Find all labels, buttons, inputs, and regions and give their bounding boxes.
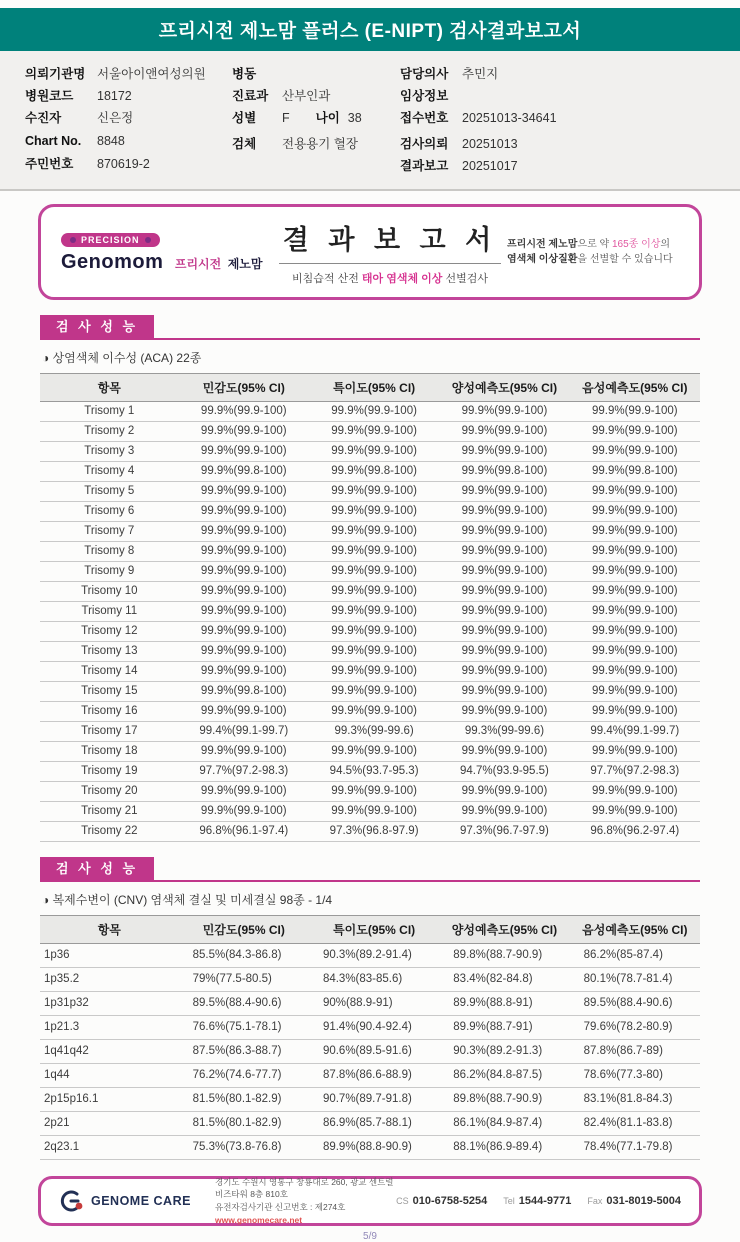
table-cell: 79%(77.5-80.5) — [179, 968, 309, 992]
banner-note — [507, 237, 679, 268]
table-cell: Trisomy 17 — [40, 722, 179, 742]
report-subtitle — [273, 270, 507, 286]
table-cell: 1p31p32 — [40, 992, 179, 1016]
aca-performance-table — [40, 373, 700, 842]
table-cell: 85.5%(84.3-86.8) — [179, 944, 309, 968]
table-cell: Trisomy 9 — [40, 562, 179, 582]
table-cell: 99.9%(99.9-100) — [179, 502, 309, 522]
table-cell: 99.9%(99.9-100) — [570, 682, 700, 702]
field-value: 8848 — [97, 134, 125, 148]
table-cell: 82.4%(81.1-83.8) — [570, 1112, 700, 1136]
table-cell: 96.8%(96.1-97.4) — [179, 822, 309, 842]
genome-care-logo-text: GENOME CARE — [91, 1194, 191, 1208]
table-row — [40, 944, 700, 968]
column-header: 특이도(95% CI) — [309, 374, 439, 402]
table-cell: 99.9%(99.9-100) — [570, 742, 700, 762]
table-row — [40, 1088, 700, 1112]
table-cell: 99.4%(99.1-99.7) — [179, 722, 309, 742]
field-value: F — [282, 111, 290, 125]
table-cell: 99.9%(99.9-100) — [570, 642, 700, 662]
info-row — [400, 108, 740, 126]
field-value: 신은정 — [97, 111, 134, 125]
table-cell: 97.7%(97.2-98.3) — [570, 762, 700, 782]
table-cell: 75.3%(73.8-76.8) — [179, 1136, 309, 1160]
table-cell: 99.9%(99.9-100) — [309, 622, 439, 642]
table-cell: Trisomy 3 — [40, 442, 179, 462]
table-cell: 99.9%(99.9-100) — [309, 522, 439, 542]
table-cell: 99.9%(99.9-100) — [179, 582, 309, 602]
table-cell: Trisomy 12 — [40, 622, 179, 642]
table-cell: 99.9%(99.8-100) — [570, 462, 700, 482]
table-cell: 99.9%(99.9-100) — [309, 682, 439, 702]
table-cell: 90.3%(89.2-91.4) — [309, 944, 439, 968]
table-cell: 99.9%(99.9-100) — [179, 522, 309, 542]
table-cell: 99.9%(99.9-100) — [179, 642, 309, 662]
table-cell: Trisomy 19 — [40, 762, 179, 782]
table-cell: 89.8%(88.7-90.9) — [439, 944, 569, 968]
table-cell: 78.4%(77.1-79.8) — [570, 1136, 700, 1160]
table-row — [40, 462, 700, 482]
field-label: 나이 — [315, 111, 340, 125]
table-cell: 99.9%(99.9-100) — [179, 802, 309, 822]
brand-name: Genomom — [61, 251, 164, 273]
table-cell: 1p36 — [40, 944, 179, 968]
table-row — [40, 662, 700, 682]
table-cell: 97.3%(96.8-97.9) — [309, 822, 439, 842]
table-row — [40, 1016, 700, 1040]
table-cell: 99.9%(99.9-100) — [309, 582, 439, 602]
table-cell: 99.9%(99.9-100) — [309, 662, 439, 682]
table-cell: 87.8%(86.6-88.9) — [309, 1064, 439, 1088]
table-cell: 81.5%(80.1-82.9) — [179, 1088, 309, 1112]
table-cell: Trisomy 22 — [40, 822, 179, 842]
precision-badge-label: PRECISION — [81, 235, 140, 245]
section-test-performance-cnv — [40, 857, 700, 1160]
table-cell: 99.9%(99.9-100) — [309, 742, 439, 762]
result-report-banner — [38, 204, 702, 300]
precision-badge — [61, 233, 160, 247]
field-label: 수진자 — [25, 111, 62, 125]
table-cell: 86.2%(85-87.4) — [570, 944, 700, 968]
table-cell: Trisomy 20 — [40, 782, 179, 802]
table-cell: 99.9%(99.9-100) — [439, 542, 569, 562]
table-cell: 99.9%(99.9-100) — [570, 522, 700, 542]
table-cell: Trisomy 21 — [40, 802, 179, 822]
info-row — [25, 154, 232, 172]
table-cell: 99.9%(99.9-100) — [179, 562, 309, 582]
table-cell: 99.9%(99.9-100) — [179, 482, 309, 502]
table-cell: 99.9%(99.9-100) — [570, 702, 700, 722]
field-value: 서울아이앤여성의원 — [97, 67, 206, 81]
website-link[interactable]: www.genomecare.net — [215, 1214, 303, 1225]
field-label: 병원코드 — [25, 89, 74, 103]
table-cell: Trisomy 2 — [40, 422, 179, 442]
field-value: 870619-2 — [97, 157, 150, 171]
info-row — [400, 64, 740, 82]
table-cell: Trisomy 11 — [40, 602, 179, 622]
info-row — [232, 64, 400, 82]
table-row — [40, 542, 700, 562]
info-row — [25, 108, 232, 126]
table-cell: 99.9%(99.9-100) — [179, 442, 309, 462]
column-header: 특이도(95% CI) — [309, 916, 439, 944]
field-value: 추민지 — [462, 67, 499, 81]
fax-value: 031-8019-5004 — [606, 1195, 681, 1207]
table-cell: 99.9%(99.9-100) — [570, 482, 700, 502]
table-row — [40, 422, 700, 442]
table-cell: 99.9%(99.9-100) — [570, 542, 700, 562]
note-bold: 프리시전 제노맘 — [507, 238, 578, 250]
table-cell: Trisomy 14 — [40, 662, 179, 682]
note-highlight: 165종 이상 — [611, 238, 661, 250]
table-cell: 99.9%(99.9-100) — [309, 542, 439, 562]
table-cell: 99.9%(99.9-100) — [439, 442, 569, 462]
brand-line — [61, 251, 273, 274]
table-cell: 99.9%(99.9-100) — [179, 622, 309, 642]
table-cell: 99.9%(99.9-100) — [570, 402, 700, 422]
column-header: 양성예측도(95% CI) — [439, 916, 569, 944]
report-main-title: 결 과 보 고 서 — [279, 218, 501, 264]
table-cell: 99.9%(99.8-100) — [179, 462, 309, 482]
section-test-performance-aca — [40, 315, 700, 842]
page-number: 5/9 — [363, 1231, 377, 1242]
brand-sub-pink: 프리시전 — [174, 257, 222, 271]
table-cell: 99.9%(99.9-100) — [570, 622, 700, 642]
field-value: 18172 — [97, 89, 132, 103]
field-value: 38 — [347, 111, 362, 125]
table-cell: 99.9%(99.9-100) — [570, 782, 700, 802]
table-cell: 99.3%(99-99.6) — [309, 722, 439, 742]
table-cell: 99.9%(99.9-100) — [439, 602, 569, 622]
table-cell: 99.9%(99.9-100) — [309, 782, 439, 802]
table-cell: Trisomy 8 — [40, 542, 179, 562]
table-cell: Trisomy 1 — [40, 402, 179, 422]
field-label: 검체 — [232, 137, 257, 151]
patient-info-panel — [0, 51, 740, 191]
table-row — [40, 442, 700, 462]
table-cell: 2q23.1 — [40, 1136, 179, 1160]
table-cell: 99.9%(99.9-100) — [439, 642, 569, 662]
table-cell: Trisomy 16 — [40, 702, 179, 722]
table-cell: 86.1%(84.9-87.4) — [439, 1112, 569, 1136]
table-cell: 89.5%(88.4-90.6) — [179, 992, 309, 1016]
table-cell: 94.7%(93.9-95.5) — [439, 762, 569, 782]
genomom-logo — [61, 230, 273, 274]
table-cell: 99.9%(99.9-100) — [309, 422, 439, 442]
table-cell: Trisomy 10 — [40, 582, 179, 602]
table-cell: Trisomy 4 — [40, 462, 179, 482]
table-row — [40, 522, 700, 542]
table-row — [40, 822, 700, 842]
table-row — [40, 482, 700, 502]
table-cell: 89.8%(88.7-90.9) — [439, 1088, 569, 1112]
table-row — [40, 642, 700, 662]
table-cell: 99.9%(99.9-100) — [179, 662, 309, 682]
footer-address-line2: 유전자검사기관 신고번호 : 제274호 — [215, 1202, 346, 1212]
table-row — [40, 682, 700, 702]
table-cell: 89.9%(88.7-91) — [439, 1016, 569, 1040]
table-cell: 99.9%(99.9-100) — [439, 802, 569, 822]
table-row — [40, 802, 700, 822]
table-cell: 99.9%(99.9-100) — [570, 802, 700, 822]
table-cell: 99.9%(99.9-100) — [309, 802, 439, 822]
table-header-row — [40, 374, 700, 402]
note-text: 의 — [660, 238, 671, 250]
footer-contacts — [396, 1195, 681, 1207]
table-cell: 90.6%(89.5-91.6) — [309, 1040, 439, 1064]
field-label: 병동 — [232, 67, 257, 81]
table-cell: 99.3%(99-99.6) — [439, 722, 569, 742]
note-bold: 염색체 이상질환 — [507, 254, 578, 265]
field-value: 20251017 — [462, 159, 518, 173]
table-cell: 83.4%(82-84.8) — [439, 968, 569, 992]
patient-info-col2 — [232, 60, 400, 178]
table-cell: 2p15p16.1 — [40, 1088, 179, 1112]
table-cell: 97.3%(96.7-97.9) — [439, 822, 569, 842]
table-cell: 96.8%(96.2-97.4) — [570, 822, 700, 842]
table-cell: 99.9%(99.9-100) — [570, 442, 700, 462]
field-label: 접수번호 — [400, 111, 449, 125]
table-cell: 89.9%(88.8-91) — [439, 992, 569, 1016]
table-cell: 86.9%(85.7-88.1) — [309, 1112, 439, 1136]
genome-care-logo-icon — [57, 1189, 85, 1213]
fax-label: Fax — [587, 1196, 603, 1206]
note-text: 을 선별할 수 있습니다 — [577, 254, 673, 265]
table-cell: 94.5%(93.7-95.3) — [309, 762, 439, 782]
patient-info-col3 — [400, 60, 740, 178]
table-row — [40, 622, 700, 642]
table-row — [40, 402, 700, 422]
table-cell: 99.9%(99.9-100) — [570, 602, 700, 622]
column-header: 항목 — [40, 916, 179, 944]
table-cell: 99.9%(99.9-100) — [309, 702, 439, 722]
info-row — [25, 64, 232, 82]
table-row — [40, 762, 700, 782]
column-header: 음성예측도(95% CI) — [570, 916, 700, 944]
table-cell: 99.9%(99.9-100) — [439, 582, 569, 602]
patient-info-col1 — [0, 60, 232, 178]
subtitle-highlight: 태아 염색체 이상 — [361, 273, 443, 285]
table-cell: 99.9%(99.9-100) — [439, 702, 569, 722]
footer-address — [215, 1176, 396, 1227]
table-cell: 99.9%(99.9-100) — [439, 682, 569, 702]
table-cell: 99.9%(99.9-100) — [309, 562, 439, 582]
field-label: 결과보고 — [400, 159, 449, 173]
info-row — [25, 86, 232, 104]
table-cell: Trisomy 15 — [40, 682, 179, 702]
footer-address-line1: 경기도 수원시 영통구 창룡대로 260, 광교 센트럴비즈타워 8층 810호 — [215, 1176, 394, 1200]
tel-contact — [503, 1195, 571, 1207]
table-cell: 99.9%(99.9-100) — [179, 542, 309, 562]
table-cell: 1q44 — [40, 1064, 179, 1088]
table-cell: Trisomy 5 — [40, 482, 179, 502]
table-cell: 99.9%(99.9-100) — [439, 422, 569, 442]
table-cell: 99.9%(99.9-100) — [439, 522, 569, 542]
table-cell: 99.9%(99.8-100) — [309, 462, 439, 482]
table-cell: 88.1%(86.9-89.4) — [439, 1136, 569, 1160]
column-header: 민감도(95% CI) — [179, 374, 309, 402]
table-cell: 84.3%(83-85.6) — [309, 968, 439, 992]
table-row — [40, 602, 700, 622]
section-header-badge: 검 사 성 능 — [40, 857, 154, 880]
table-cell: 97.7%(97.2-98.3) — [179, 762, 309, 782]
info-row — [232, 108, 400, 126]
cs-contact — [396, 1195, 487, 1207]
table-cell: 1p21.3 — [40, 1016, 179, 1040]
table-cell: 87.5%(86.3-88.7) — [179, 1040, 309, 1064]
subtitle-suffix: 선별검사 — [442, 273, 488, 285]
table-row — [40, 702, 700, 722]
note-text: 으로 약 — [577, 238, 612, 250]
field-label: 검사의뢰 — [400, 137, 449, 151]
table-cell: Trisomy 7 — [40, 522, 179, 542]
table-cell: Trisomy 18 — [40, 742, 179, 762]
field-label: 주민번호 — [25, 157, 74, 171]
field-label: 성별 — [232, 111, 257, 125]
field-label: 임상정보 — [400, 89, 449, 103]
table-cell: 80.1%(78.7-81.4) — [570, 968, 700, 992]
table-row — [40, 968, 700, 992]
table-cell: 99.9%(99.9-100) — [439, 502, 569, 522]
table-cell: 99.9%(99.9-100) — [179, 402, 309, 422]
column-header: 음성예측도(95% CI) — [570, 374, 700, 402]
table-row — [40, 582, 700, 602]
cs-value: 010-6758-5254 — [412, 1195, 488, 1207]
info-row — [232, 134, 400, 152]
section-subtitle: ◑ 복제수변이 (CNV) 염색체 결실 및 미세결실 98종 - 1/4 — [42, 893, 333, 907]
table-cell: 87.8%(86.7-89) — [570, 1040, 700, 1064]
field-label: 담당의사 — [400, 67, 449, 81]
table-cell: 99.9%(99.9-100) — [570, 502, 700, 522]
table-cell: 79.6%(78.2-80.9) — [570, 1016, 700, 1040]
table-row — [40, 1136, 700, 1160]
genome-care-logo — [57, 1189, 215, 1213]
field-value: 20251013-34641 — [462, 111, 557, 125]
cnv-performance-table — [40, 915, 700, 1160]
info-row — [25, 134, 232, 150]
table-cell: 78.6%(77.3-80) — [570, 1064, 700, 1088]
table-cell: 90%(88.9-91) — [309, 992, 439, 1016]
table-cell: 81.5%(80.1-82.9) — [179, 1112, 309, 1136]
table-cell: 91.4%(90.4-92.4) — [309, 1016, 439, 1040]
table-cell: 90.3%(89.2-91.3) — [439, 1040, 569, 1064]
tel-label: Tel — [503, 1196, 515, 1206]
column-header: 양성예측도(95% CI) — [439, 374, 569, 402]
brand-sub-dark: 제노맘 — [227, 257, 263, 271]
table-cell: 99.9%(99.9-100) — [179, 782, 309, 802]
table-row — [40, 502, 700, 522]
table-cell: 99.9%(99.9-100) — [439, 402, 569, 422]
table-row — [40, 782, 700, 802]
section-header-rule — [40, 857, 700, 882]
table-cell: 99.9%(99.9-100) — [179, 602, 309, 622]
table-cell: 90.7%(89.7-91.8) — [309, 1088, 439, 1112]
table-row — [40, 1040, 700, 1064]
table-cell: 99.9%(99.9-100) — [570, 562, 700, 582]
table-cell: 1p35.2 — [40, 968, 179, 992]
table-row — [40, 992, 700, 1016]
table-cell: 99.9%(99.9-100) — [570, 662, 700, 682]
info-row — [400, 156, 740, 174]
table-cell: Trisomy 6 — [40, 502, 179, 522]
table-cell: 99.9%(99.9-100) — [439, 482, 569, 502]
table-cell: 76.6%(75.1-78.1) — [179, 1016, 309, 1040]
table-cell: 99.9%(99.9-100) — [439, 622, 569, 642]
table-row — [40, 742, 700, 762]
table-cell: 99.9%(99.9-100) — [179, 742, 309, 762]
cs-label: CS — [396, 1196, 409, 1206]
page-title: 프리시전 제노맘 플러스 (E-NIPT) 검사결과보고서 — [158, 21, 582, 42]
info-row — [400, 86, 740, 104]
table-cell: 89.5%(88.4-90.6) — [570, 992, 700, 1016]
table-cell: 2p21 — [40, 1112, 179, 1136]
table-cell: 99.9%(99.9-100) — [439, 662, 569, 682]
report-title-bar — [0, 8, 740, 51]
fax-contact — [587, 1195, 681, 1207]
field-label: Chart No. — [25, 134, 82, 148]
table-row — [40, 562, 700, 582]
field-value: 20251013 — [462, 137, 518, 151]
table-row — [40, 1112, 700, 1136]
table-cell: 1q41q42 — [40, 1040, 179, 1064]
table-row — [40, 722, 700, 742]
field-value: 전용용기 혈장 — [282, 137, 358, 151]
subtitle-prefix: 비침습적 산전 — [292, 273, 362, 285]
table-cell: 76.2%(74.6-77.7) — [179, 1064, 309, 1088]
section-header-badge: 검 사 성 능 — [40, 315, 154, 338]
table-cell: 99.9%(99.9-100) — [439, 782, 569, 802]
table-cell: 99.9%(99.8-100) — [439, 462, 569, 482]
table-cell: 89.9%(88.8-90.9) — [309, 1136, 439, 1160]
info-row — [232, 86, 400, 104]
table-cell: 99.9%(99.9-100) — [309, 502, 439, 522]
table-cell: 99.9%(99.9-100) — [179, 422, 309, 442]
table-cell: Trisomy 13 — [40, 642, 179, 662]
dot-icon — [145, 237, 151, 243]
field-label: 의뢰기관명 — [25, 67, 86, 81]
table-cell: 99.9%(99.9-100) — [309, 402, 439, 422]
table-cell: 99.9%(99.9-100) — [439, 562, 569, 582]
table-cell: 99.9%(99.8-100) — [179, 682, 309, 702]
table-cell: 99.9%(99.9-100) — [309, 602, 439, 622]
section-header-rule — [40, 315, 700, 340]
table-cell: 83.1%(81.8-84.3) — [570, 1088, 700, 1112]
table-row — [40, 1064, 700, 1088]
table-cell: 99.9%(99.9-100) — [309, 642, 439, 662]
banner-center — [273, 218, 507, 286]
info-row — [400, 134, 740, 152]
table-cell: 99.9%(99.9-100) — [179, 702, 309, 722]
table-cell: 99.9%(99.9-100) — [309, 442, 439, 462]
table-cell: 99.4%(99.1-99.7) — [570, 722, 700, 742]
column-header: 민감도(95% CI) — [179, 916, 309, 944]
table-cell: 99.9%(99.9-100) — [309, 482, 439, 502]
field-value: 산부인과 — [282, 89, 331, 103]
field-label: 진료과 — [232, 89, 269, 103]
table-cell: 86.2%(84.8-87.5) — [439, 1064, 569, 1088]
table-cell: 99.9%(99.9-100) — [570, 422, 700, 442]
table-header-row — [40, 916, 700, 944]
tel-value: 1544-9771 — [518, 1195, 572, 1207]
footer — [38, 1176, 702, 1226]
table-cell: 99.9%(99.9-100) — [439, 742, 569, 762]
table-cell: 99.9%(99.9-100) — [570, 582, 700, 602]
section-subtitle: ◑ 상염색체 이수성 (ACA) 22종 — [42, 351, 202, 365]
column-header: 항목 — [40, 374, 179, 402]
dot-icon — [70, 237, 76, 243]
